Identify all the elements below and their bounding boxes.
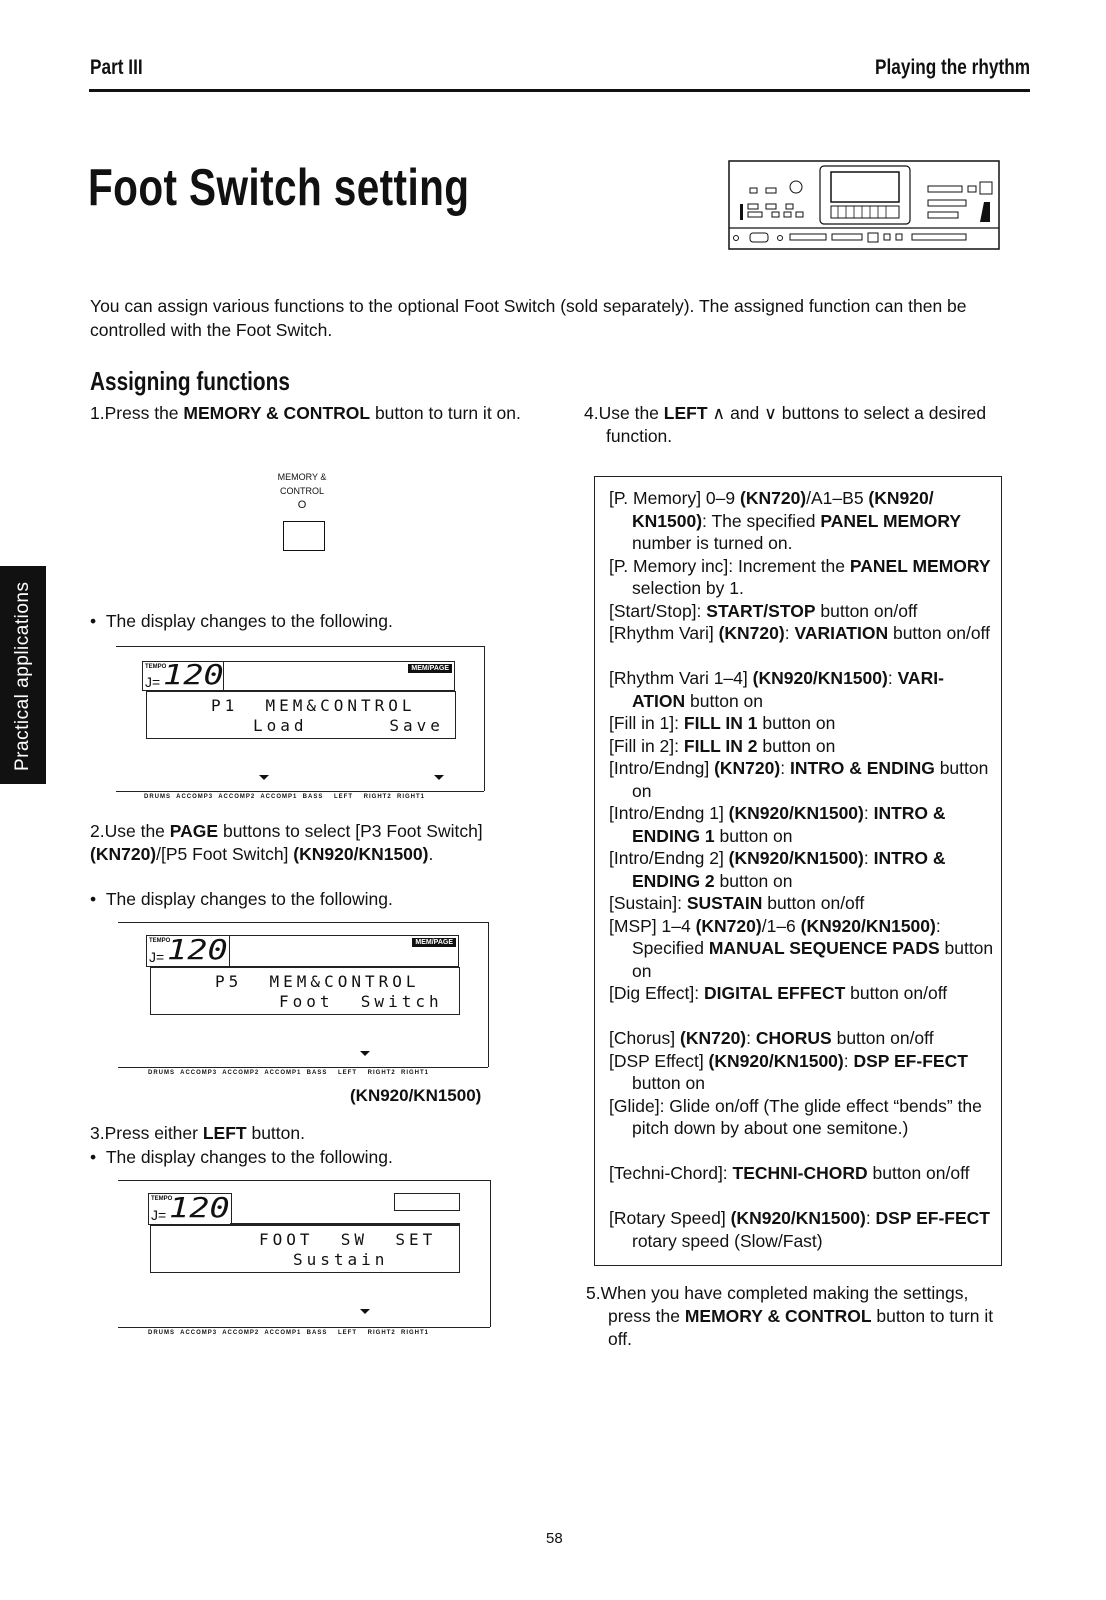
step-2-text-e: /[P5 Foot Switch] — [156, 844, 294, 864]
step-5 — [586, 1282, 1010, 1351]
bullet-2: • The display changes to the following. — [90, 889, 393, 909]
step-5-number: 5. — [586, 1283, 601, 1303]
lcd-1-bottom-line — [116, 791, 484, 792]
lcd-1-top-right — [222, 661, 455, 691]
function-entry: [Intro/Endng 2] (KN920/KN1500): INTRO & ENDING 2 button on — [609, 848, 946, 891]
memory-control-label-line1: MEMORY & — [277, 472, 327, 482]
step-5-text-a: When you have completed making the settings, press the — [600, 1283, 969, 1326]
step-3-text-c: button. — [246, 1123, 305, 1143]
side-tab — [0, 566, 46, 784]
step-4-number: 4. — [584, 403, 599, 423]
lcd-2-page-tag: MEM/PAGE — [412, 938, 456, 947]
memory-control-led: O — [297, 499, 307, 511]
lcd-1-text-area — [146, 691, 456, 739]
step-4-text-a: Use the — [598, 403, 664, 423]
step-2-model-a: (KN720) — [90, 844, 157, 864]
intro-paragraph: You can assign various functions to the optional Foot Switch (sold separately). The assigned function can then be controlled with the Foot Switch. — [90, 296, 967, 340]
function-entry: [Techni-Chord]: TECHNI-CHORD button on/off — [609, 1163, 970, 1183]
step-4 — [584, 402, 1008, 448]
bullet-1-text: The display changes to the following. — [105, 611, 393, 631]
function-list-box — [594, 476, 1002, 1266]
step-2 — [90, 820, 520, 866]
function-entry: [Fill in 2]: FILL IN 2 button on — [609, 735, 836, 756]
lcd-1-tempo-tag: TEMPO — [145, 664, 167, 670]
function-entry: [Chorus] (KN720): CHORUS button on/off — [609, 1028, 934, 1048]
lcd-1-page-tag: MEM/PAGE — [408, 664, 452, 673]
step-2-button-name: PAGE — [169, 821, 219, 841]
lcd-3-text-area — [150, 1225, 460, 1273]
lcd-1-arrow-left — [259, 775, 269, 780]
step-3-number: 3. — [90, 1123, 105, 1143]
bullet-2-text: The display changes to the following. — [105, 889, 393, 909]
function-entry: [Fill in 1]: FILL IN 1 button on — [609, 713, 836, 733]
function-entry: [Sustain]: SUSTAIN button on/off — [609, 893, 865, 913]
side-tab-label: Practical applications — [12, 581, 33, 771]
lcd-1-arrow-right — [434, 775, 444, 780]
lcd-3-footer: DRUMS ACCOMP3 ACCOMP2 ACCOMP1 BASS LEFT RIGHT2 RIGHT1 — [148, 1330, 430, 1336]
memory-control-button[interactable] — [283, 521, 325, 551]
lcd-2-tempo-value: 120 — [167, 933, 228, 966]
step-1 — [90, 402, 530, 425]
header-part: Part III — [90, 56, 143, 79]
function-entry: [Start/Stop]: START/STOP button on/off — [609, 600, 918, 621]
lcd-1-footer: DRUMS ACCOMP3 ACCOMP2 ACCOMP1 BASS LEFT RIGHT2 RIGHT1 — [144, 794, 426, 800]
header-section: Playing the rhythm — [874, 56, 1030, 79]
function-entry: [Glide]: Glide on/off (The glide effect “bends” the pitch down by about one semitone.) — [609, 1095, 982, 1138]
lcd-3-arrow — [360, 1309, 370, 1314]
function-entry: [P. Memory inc]: Increment the PANEL MEMORY selection by 1. — [609, 555, 991, 598]
step-1-text-a: Press the — [104, 403, 184, 423]
lcd-2-line-2: Foot Switch — [279, 992, 443, 1011]
function-entry: [DSP Effect] (KN920/KN1500): DSP EF-FECT button on — [609, 1050, 968, 1093]
step-4-text-c: ∧ and ∨ buttons to select a desired function. — [606, 403, 987, 446]
step-1-button-name: MEMORY & CONTROL — [183, 403, 371, 423]
function-entry: [Dig Effect]: DIGITAL EFFECT button on/off — [609, 983, 948, 1003]
lcd-2-tempo-box — [146, 935, 230, 967]
step-5-text-c: button to turn it off. — [608, 1306, 994, 1349]
page-title: Foot Switch setting — [88, 159, 470, 217]
keyboard-panel-illustration — [728, 160, 1000, 250]
bullet-3: • The display changes to the following. — [90, 1147, 393, 1167]
lcd-1-line-2: Load Save — [253, 716, 444, 735]
memory-control-label — [264, 470, 340, 512]
step-2-number: 2. — [90, 821, 105, 841]
lcd-3-line-1: FOOT SW SET — [259, 1230, 437, 1249]
function-entry: [P. Memory] 0–9 (KN720)/A1–B5 (KN920/ KN1500): The specified PANEL MEMORY number is turned on. — [609, 488, 962, 553]
lcd-3-tempo-prefix: J= — [151, 1207, 167, 1223]
lcd-1-tempo-prefix: J= — [145, 674, 161, 690]
step-2-model-b: (KN920/KN1500) — [293, 844, 429, 864]
step-3 — [90, 1122, 305, 1145]
lcd-3-bottom-line — [118, 1327, 490, 1328]
lcd-2-top-right — [228, 935, 459, 967]
function-entry: [Intro/Endng] (KN720): INTRO & ENDING button on — [609, 758, 989, 801]
step-1-text-c: button to turn it on. — [370, 403, 521, 423]
lcd-2-tempo-prefix: J= — [149, 949, 165, 965]
lcd-2-arrow — [360, 1051, 370, 1056]
lcd-display-2 — [118, 922, 489, 1076]
lcd-display-1 — [116, 646, 485, 800]
bullet-3-text: The display changes to the following. — [105, 1147, 393, 1167]
lcd-3-tempo-tag: TEMPO — [151, 1196, 173, 1202]
step-4-button-name: LEFT — [663, 403, 708, 423]
lcd-2-tempo-tag: TEMPO — [149, 938, 171, 944]
function-entry: [Rotary Speed] (KN920/KN1500): DSP EF-FECT rotary speed (Slow/Fast) — [609, 1208, 990, 1251]
step-3-button-name: LEFT — [202, 1123, 247, 1143]
lcd-3-tempo-value: 120 — [169, 1191, 230, 1224]
step-1-number: 1. — [90, 403, 105, 423]
step-3-text-a: Press either — [104, 1123, 203, 1143]
lcd-3-top-right — [394, 1193, 460, 1211]
lcd-2-footer: DRUMS ACCOMP3 ACCOMP2 ACCOMP1 BASS LEFT RIGHT2 RIGHT1 — [148, 1070, 430, 1076]
lcd-1-tempo-box — [142, 658, 224, 691]
step-5-button-name: MEMORY & CONTROL — [684, 1306, 872, 1326]
lcd-1-line-1: P1 MEM&CONTROL — [211, 696, 416, 715]
memory-control-label-line2: CONTROL — [279, 486, 324, 496]
lcd-1-tempo-value: 120 — [163, 658, 224, 691]
section-title: Assigning functions — [90, 366, 290, 396]
lcd-2-line-1: P5 MEM&CONTROL — [215, 972, 420, 991]
lcd-3-tempo-box — [148, 1193, 232, 1225]
function-entry: [Rhythm Vari] (KN720): VARIATION button on/off — [609, 623, 990, 643]
bullet-1: • The display changes to the following. — [90, 611, 393, 631]
lcd-2-bottom-line — [118, 1067, 488, 1068]
header-rule — [89, 89, 1030, 92]
lcd-3-line-2: Sustain — [293, 1250, 389, 1269]
function-entry: [Rhythm Vari 1–4] (KN920/KN1500): VARI-ATION button on — [609, 668, 944, 711]
page-number: 58 — [546, 1530, 563, 1547]
function-entry: [Intro/Endng 1] (KN920/KN1500): INTRO & ENDING 1 button on — [609, 803, 946, 846]
lcd-display-3 — [118, 1180, 491, 1336]
step-2-text-a: Use the — [104, 821, 170, 841]
step-2-text-c: buttons to select [P3 Foot Switch] — [218, 821, 483, 841]
step-2-text-g: . — [428, 844, 434, 864]
lcd-2-text-area — [150, 967, 460, 1015]
function-entry: [MSP] 1–4 (KN720)/1–6 (KN920/KN1500): Specified MANUAL SEQUENCE PADS button on — [609, 915, 994, 981]
lcd-2-caption: (KN920/KN1500) — [350, 1086, 482, 1105]
